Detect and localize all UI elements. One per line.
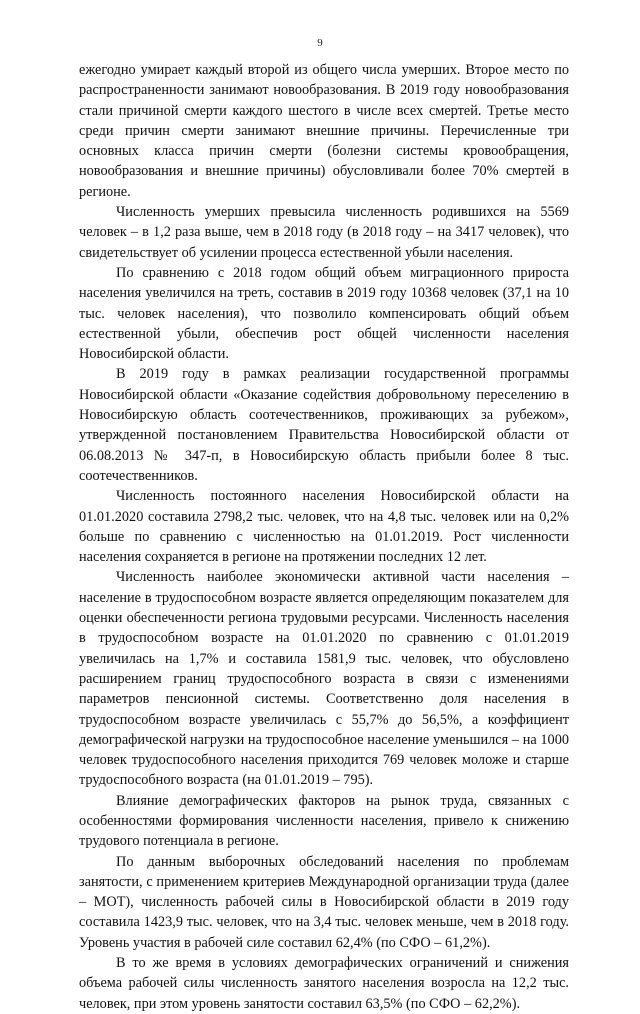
paragraph-permanent-population: Численность постоянного населения Новосибирской области на 01.01.2020 составила 2798,2 тыс. человек, что на 4,8 тыс. человек или на 0,2% больше по сравнению с численностью на 01.01.2019. Рост численности населения сохраняется в регионе на протяжении последних 12 лет. [79, 488, 569, 566]
paragraph-working-age-population: Численность наиболее экономически активной части населения – население в трудоспособном возрасте является определяющим показателем для оценки обеспеченности региона трудовыми ресурсами. Численность населения в трудоспособном возрасте на 01.01.2020 по сравнению с 01.01.2019 увеличилась на 1,7% и составила 1581,9 тыс. человек, что обусловлено расширением границ трудоспособного возраста в связи с изменениями параметров пенсионной системы. Соответственно доля населения в трудоспособном возрасте увеличилась с 55,7% до 56,5%, а коэффициент демографической нагрузки на трудоспособное население уменьшился – на 1000 человек трудоспособного населения приходится 769 человек моложе и старше трудоспособного возраста (на 01.01.2019 – 795). [79, 569, 569, 789]
paragraph-demographic-factors: Влияние демографических факторов на рынок труда, связанных с особенностями формирования численности населения, привело к снижению трудового потенциала в регионе. [79, 792, 569, 850]
document-body [79, 60, 569, 1014]
paragraph-resettlement-program: В 2019 году в рамках реализации государственной программы Новосибирской области «Оказание содействия добровольному переселению в Новосибирскую область соотечественников, проживающих за рубежом», утвержденной постановлением Правительства Новосибирской области от 06.08.2013 № 347-п, в Новосибирскую область прибыли более 8 тыс. соотечественников. [79, 366, 569, 484]
page-number: 9 [317, 37, 323, 49]
paragraph-employment: В то же время в условиях демографических ограничений и снижения объема рабочей силы численность занятого населения возросла на 12,2 тыс. человек, при этом уровень занятости составил 63,5% (по СФО – 62,2%). [79, 955, 569, 1012]
paragraph-labour-force: По данным выборочных обследований населения по проблемам занятости, с применением критериев Международной организации труда (далее – МОТ), численность рабочей силы в Новосибирской области в 2019 году составила 1423,9 тыс. человек, что на 3,4 тыс. человек меньше, чем в 2018 году. Уровень участия в рабочей силе составил 62,4% (по СФО – 61,2%). [79, 853, 569, 951]
paragraph-natural-decline: Численность умерших превысила численность родившихся на 5569 человек – в 1,2 раза выше, чем в 2018 году (в 2018 году – на 3417 человек), что свидетельствует об усилении процесса естественной убыли населения. [79, 204, 569, 261]
paragraph-migration-growth: По сравнению с 2018 годом общий объем миграционного прироста населения увеличился на треть, составив в 2019 году 10368 человек (37,1 на 10 тыс. человек населения), что позволило компенсировать общий объем естественной убыли, обеспечив рост общей численности населения Новосибирской области. [79, 264, 569, 363]
paragraph-mortality-causes: ежегодно умирает каждый второй из общего числа умерших. Второе место по распространенности занимают новообразования. В 2019 году новообразования стали причиной смерти каждого шестого в числе всех смертей. Третье место среди причин смерти занимают внешние причины. Перечисленные три основных класса причин смерти (болезни системы кровообращения, новообразования и внешние причины) обусловливали более 70% смертей в регионе. [79, 62, 569, 200]
